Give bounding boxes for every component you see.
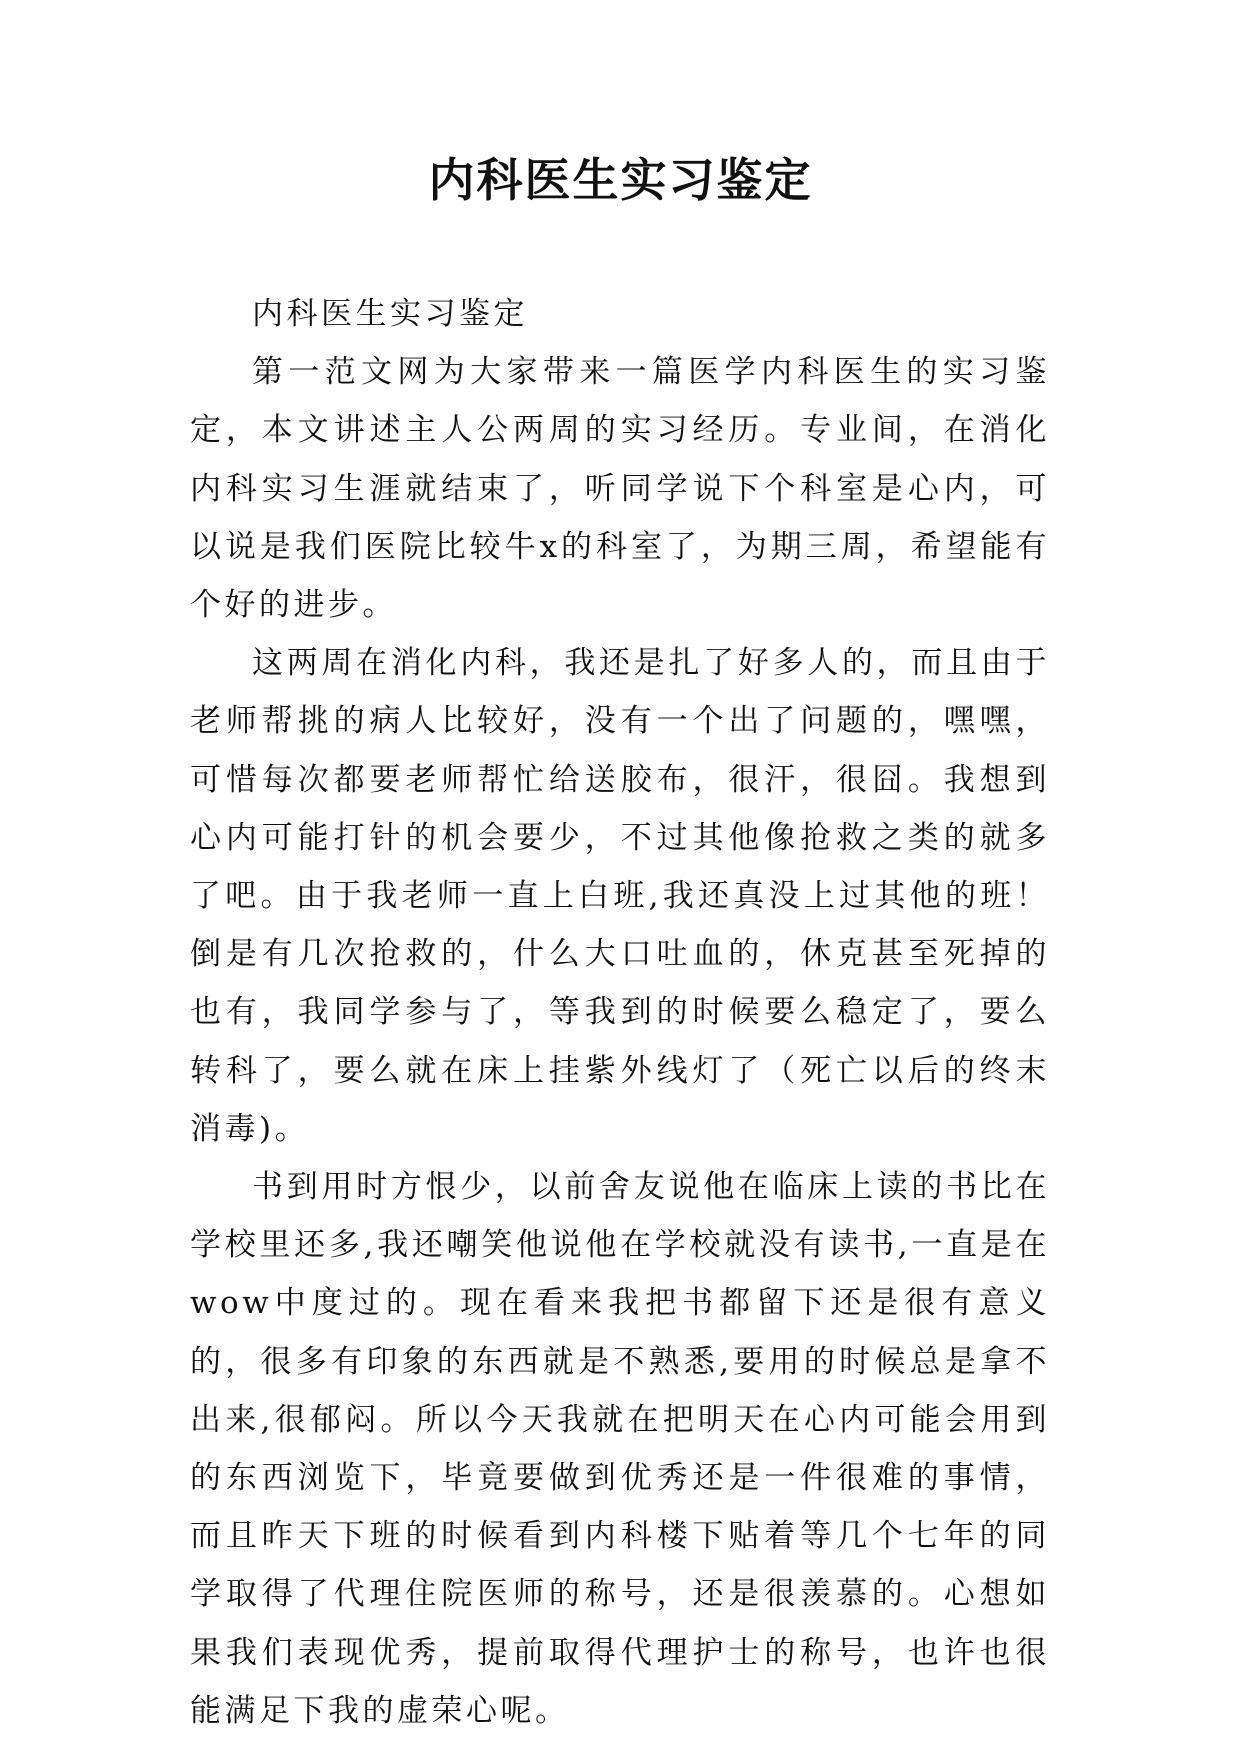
document-body xyxy=(190,285,1050,1740)
paragraph: 这两周在消化内科，我还是扎了好多人的，而且由于老师帮挑的病人比较好，没有一个出了问题的，嘿嘿，可惜每次都要老师帮忙给送胶布，很汗，很囧。我想到心内可能打针的机会要少，不过其他像抢救之类的就多了吧。由于我老师一直上白班,我还真没上过其他的班！倒是有几次抢救的，什么大口吐血的，休克甚至死掉的也有，我同学参与了，等我到的时候要么稳定了，要么转科了，要么就在床上挂紫外线灯了（死亡以后的终末消毒)。 xyxy=(190,645,1050,1147)
document-title: 内科医生实习鉴定 xyxy=(428,153,813,207)
paragraph: 第一范文网为大家带来一篇医学内科医生的实习鉴定，本文讲述主人公两周的实习经历。专业间，在消化内科实习生涯就结束了，听同学说下个科室是心内，可以说是我们医院比较牛x的科室了，为期三周，希望能有个好的进步。 xyxy=(190,354,1050,624)
paragraph-subtitle: 内科医生实习鉴定 xyxy=(252,296,528,332)
paragraph: 书到用时方恨少，以前舍友说他在临床上读的书比在学校里还多,我还嘲笑他说他在学校就没有读书,一直是在wow中度过的。现在看来我把书都留下还是很有意义的，很多有印象的东西就是不熟悉,要用的时候总是拿不出来,很郁闷。所以今天我就在把明天在心内可能会用到的东西浏览下，毕竟要做到优秀还是一件很难的事情，而且昨天下班的时候看到内科楼下贴着等几个七年的同学取得了代理住院医师的称号，还是很羡慕的。心想如果我们表现优秀，提前取得代理护士的称号，也许也很能满足下我的虚荣心呢。 xyxy=(190,1169,1050,1729)
